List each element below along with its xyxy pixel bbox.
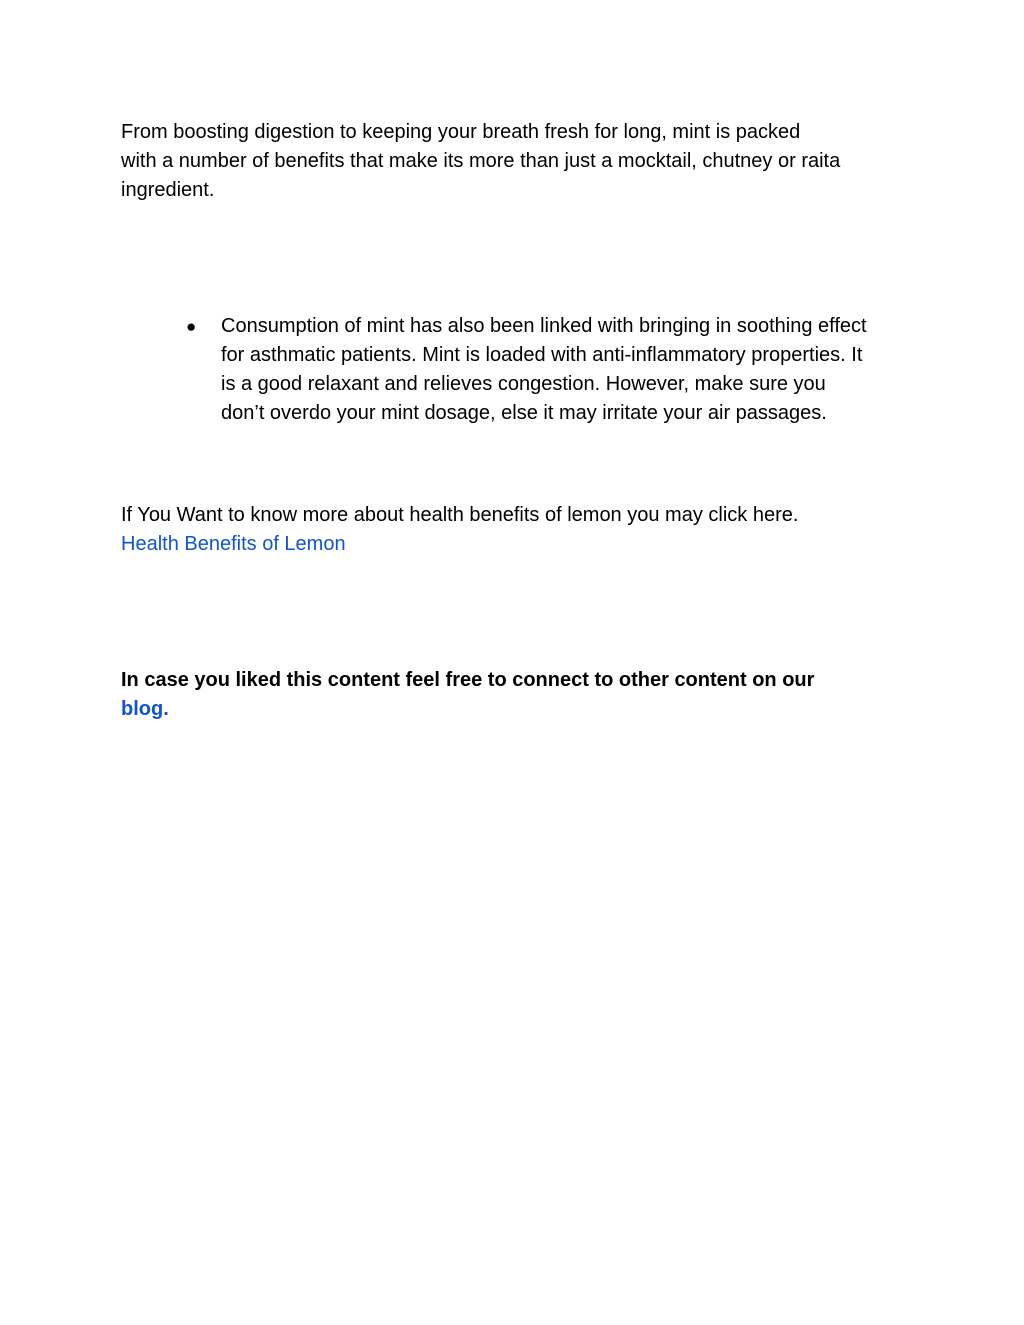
intro-line-2: with a number of benefits that make its more than just a mocktail, chutney or raita	[121, 150, 841, 172]
lemon-paragraph	[121, 501, 798, 559]
bullet-text	[221, 312, 867, 428]
closing-text: In case you liked this content feel free to connect to other content on our	[121, 669, 815, 691]
bullet-line-2: for asthmatic patients. Mint is loaded with anti-inflammatory properties. It	[221, 344, 863, 366]
bullet-line-1: Consumption of mint has also been linked with bringing in soothing effect	[221, 315, 867, 337]
closing-paragraph	[121, 666, 814, 724]
bullet-icon: ●	[186, 317, 197, 336]
blog-link[interactable]: blog.	[121, 698, 169, 720]
lemon-text: If You Want to know more about health benefits of lemon you may click here.	[121, 504, 799, 526]
intro-line-3: ingredient.	[121, 179, 215, 201]
bullet-line-4: don’t overdo your mint dosage, else it may irritate your air passages.	[221, 402, 827, 424]
health-benefits-of-lemon-link[interactable]: Health Benefits of Lemon	[121, 533, 346, 555]
intro-line-1: From boosting digestion to keeping your breath fresh for long, mint is packed	[121, 121, 801, 143]
bullet-line-3: is a good relaxant and relieves congestion. However, make sure you	[221, 373, 826, 395]
intro-paragraph	[121, 118, 840, 205]
